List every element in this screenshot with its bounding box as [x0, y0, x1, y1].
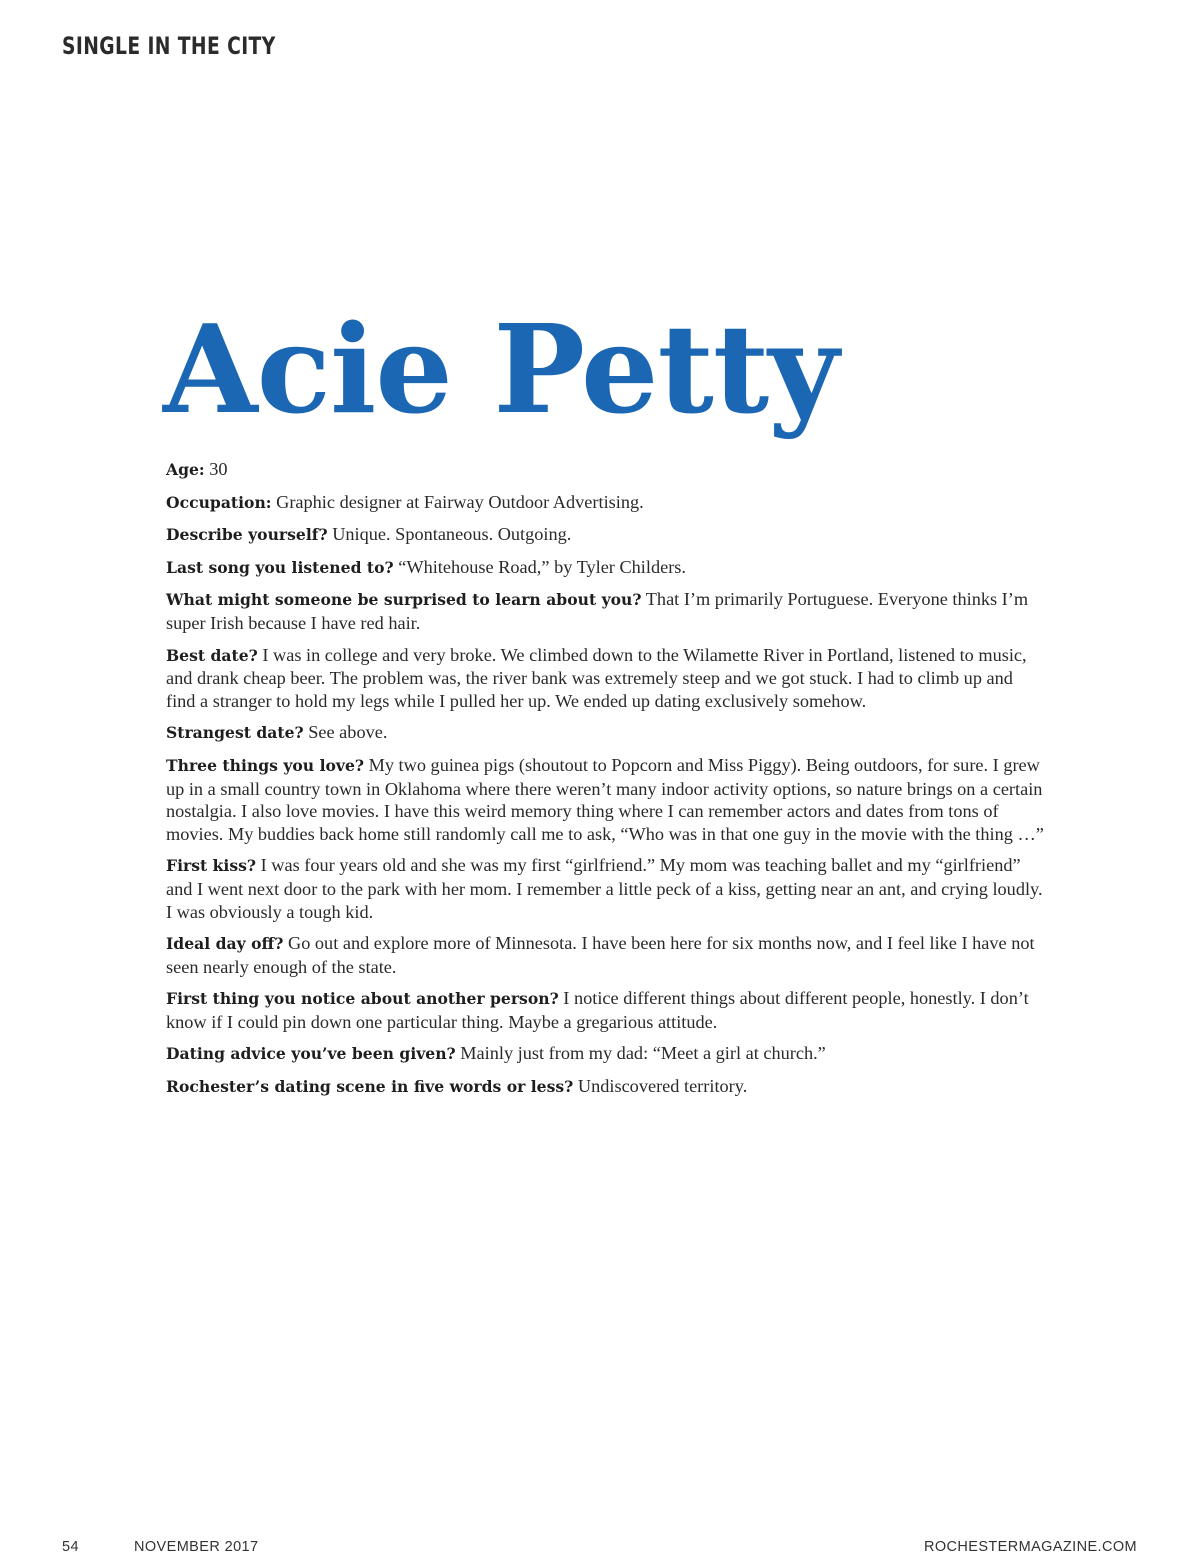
- section-label: SINGLE IN THE CITY: [62, 32, 276, 60]
- qa-answer: “Whitehouse Road,” by Tyler Childers.: [398, 556, 686, 577]
- qa-answer: 30: [209, 459, 228, 479]
- qa-item-ideal-day-off: [166, 932, 1046, 978]
- website-url: ROCHESTERMAGAZINE.COM: [923, 1539, 1137, 1555]
- qa-item-first-kiss: [166, 854, 1046, 923]
- qa-answer: Unique. Spontaneous. Outgoing.: [332, 524, 572, 545]
- qa-answer: I notice different things about different people, honestly. I don’t know if I could pin down one particular thing. Maybe a gregarious attitude.: [166, 988, 1029, 1032]
- qa-item-dating-advice: [166, 1042, 1046, 1066]
- qa-question: What might someone be surprised to learn about you?: [166, 590, 642, 610]
- qa-item-best-date: [166, 644, 1046, 713]
- qa-answer: Graphic designer at Fairway Outdoor Advertising.: [276, 491, 644, 512]
- qa-item-age: [166, 458, 1046, 482]
- qa-question: Ideal day off?: [166, 934, 284, 954]
- qa-item-dating-scene: [166, 1075, 1046, 1099]
- qa-answer: Undiscovered territory.: [577, 1076, 748, 1097]
- qa-question: Age:: [166, 460, 205, 479]
- qa-item-occupation: [166, 491, 1046, 515]
- qa-item-last-song: [166, 556, 1046, 580]
- qa-item-strangest-date: [166, 721, 1046, 745]
- qa-question: Describe yourself?: [166, 525, 328, 545]
- qa-question: Three things you love?: [166, 755, 365, 775]
- page-number: 54: [62, 1539, 79, 1555]
- qa-answer: Mainly just from my dad: “Meet a girl at church.”: [460, 1043, 826, 1064]
- qa-question: Strangest date?: [166, 723, 304, 743]
- qa-answer: Go out and explore more of Minnesota. I have been here for six months now, and I feel like I have not seen nearly enough of the state.: [166, 933, 1035, 977]
- qa-answer: My two guinea pigs (shoutout to Popcorn and Miss Piggy). Being outdoors, for sure. I grew up in a small country town in Oklahoma where there weren’t many indoor activity options, so nature brings on a certain nostalgia. I also love movies. I have this weird memory thing where I can remember actors and dates from tons of movies. My buddies back home still randomly call me to ask, “Who was in that one guy in the movie with the thing …”: [166, 754, 1044, 844]
- qa-answer: I was four years old and she was my first “girlfriend.” My mom was teaching ballet and my “girlfriend” and I went next door to the park with her mom. I remember a little peck of a kiss, getting near an ant, and crying loudly. I was obviously a tough kid.: [166, 855, 1043, 922]
- profile-name: Acie Petty: [163, 297, 839, 441]
- qa-question: First kiss?: [166, 856, 257, 876]
- issue-date: NOVEMBER 2017: [134, 1539, 259, 1555]
- qa-item-describe-yourself: [166, 523, 1046, 547]
- qa-question: First thing you notice about another person?: [166, 989, 559, 1009]
- qa-answer: I was in college and very broke. We climbed down to the Wilamette River in Portland, listened to music, and drank cheap beer. The problem was, the river bank was extremely steep and we got stuck. I had to climb up and find a stranger to hold my legs while I pulled her up. We ended up dating exclusively somehow.: [166, 644, 1027, 711]
- qa-question: Best date?: [166, 645, 258, 665]
- qa-item-first-notice: [166, 987, 1046, 1033]
- qa-question: Dating advice you’ve been given?: [166, 1044, 456, 1064]
- qa-question: Last song you listened to?: [166, 557, 394, 577]
- qa-list: [166, 458, 1046, 1108]
- qa-item-surprised: [166, 588, 1046, 634]
- qa-question: Rochester’s dating scene in five words or less?: [166, 1077, 574, 1097]
- qa-answer: See above.: [308, 722, 388, 743]
- qa-answer: That I’m primarily Portuguese. Everyone thinks I’m super Irish because I have red hair.: [166, 589, 1029, 633]
- qa-item-three-things: [166, 754, 1046, 845]
- qa-question: Occupation:: [166, 492, 272, 512]
